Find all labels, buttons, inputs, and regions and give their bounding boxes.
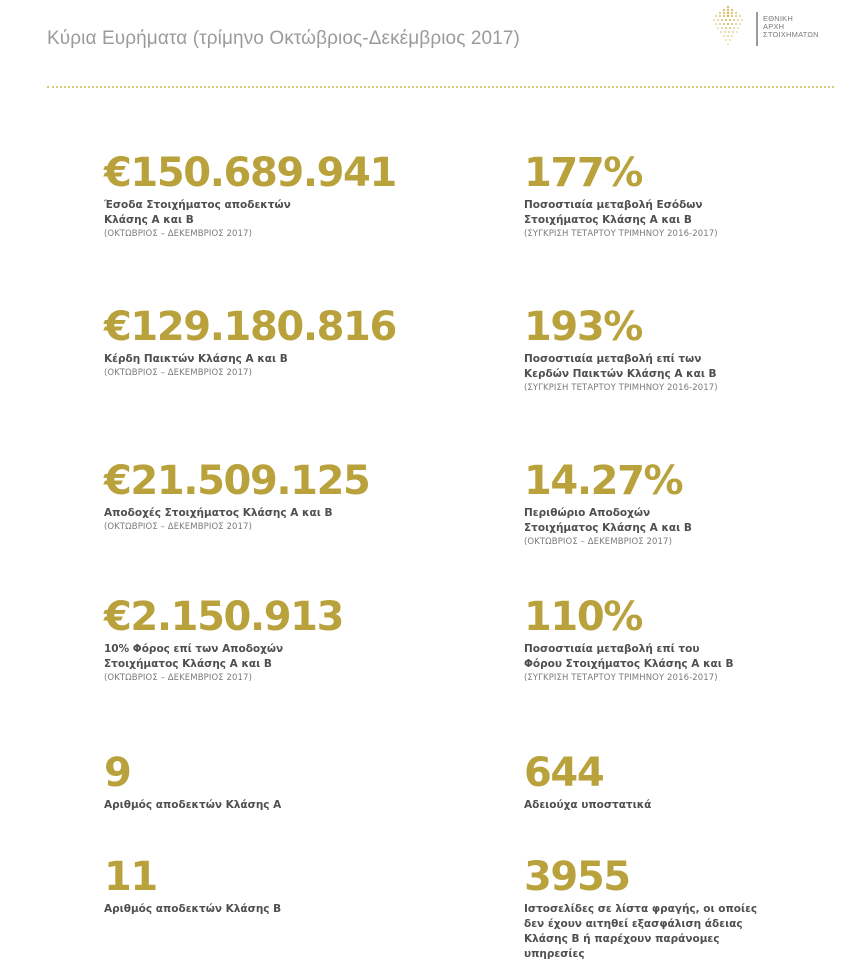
stat-value: €150.689.941	[104, 150, 396, 196]
stat-betting-revenue	[104, 152, 424, 241]
stat-note: (ΟΚΤΩΒΡΙΟΣ – ΔΕΚΕΜΒΡΙΟΣ 2017)	[104, 522, 252, 532]
stat-label: Περιθώριο Αποδοχών Στοιχήματος Κλάσης Α και Β	[524, 507, 692, 534]
stat-label: Αριθμός αποδεκτών Κλάσης Β	[104, 903, 282, 915]
stat-value: 644	[524, 750, 604, 796]
stat-value: 110%	[524, 594, 642, 640]
stat-label: Ποσοστιαία μεταβολή επί των Κερδών Παικτών Κλάσης Α και Β	[524, 353, 717, 380]
stat-blocked-websites	[524, 856, 844, 962]
stat-note: (ΟΚΤΩΒΡΙΟΣ – ΔΕΚΕΜΒΡΙΟΣ 2017)	[524, 537, 672, 547]
stat-value: €129.180.816	[104, 304, 396, 350]
stat-note: (ΣΥΓΚΡΙΣΗ ΤΕΤΑΡΤΟΥ ΤΡΙΜΗΝΟΥ 2016-2017)	[524, 383, 718, 393]
logo-divider	[756, 12, 758, 46]
stat-value: 177%	[524, 150, 642, 196]
stat-tax-change	[524, 596, 844, 685]
stat-label: Κέρδη Παικτών Κλάσης Α και Β	[104, 353, 288, 365]
logo-text	[763, 15, 819, 39]
stat-label: Ποσοστιαία μεταβολή Εσόδων Στοιχήματος Κλάσης Α και Β	[524, 199, 703, 226]
stat-label: Αριθμός αποδεκτών Κλάσης Α	[104, 799, 282, 811]
stat-note: (ΟΚΤΩΒΡΙΟΣ – ΔΕΚΕΜΒΡΙΟΣ 2017)	[104, 368, 252, 378]
stat-betting-proceeds	[104, 460, 424, 534]
stat-label: Αδειούχα υποστατικά	[524, 799, 652, 811]
stat-class-b-operators	[104, 856, 424, 917]
logo	[708, 4, 838, 48]
logo-line-2: ΑΡΧΗ	[763, 22, 785, 31]
stat-class-a-operators	[104, 752, 424, 813]
stat-revenue-change	[524, 152, 844, 241]
stat-winnings-change	[524, 306, 844, 395]
stat-value: 3955	[524, 854, 630, 900]
stat-note: (ΟΚΤΩΒΡΙΟΣ – ΔΕΚΕΜΒΡΙΟΣ 2017)	[104, 673, 252, 683]
stat-note: (ΟΚΤΩΒΡΙΟΣ – ΔΕΚΕΜΒΡΙΟΣ 2017)	[104, 229, 252, 239]
stat-value: 193%	[524, 304, 642, 350]
stat-value: 14.27%	[524, 458, 683, 504]
stat-tax	[104, 596, 424, 685]
stat-label: Ιστοσελίδες σε λίστα φραγής, οι οποίες δεν έχουν αιτηθεί εξασφάλιση άδειας Κλάσης Β ή παρέχουν παράνομες υπηρεσίες	[524, 903, 758, 960]
logo-line-1: ΕΘΝΙΚΗ	[763, 14, 793, 23]
stat-label: Ποσοστιαία μεταβολή επί του Φόρου Στοιχήματος Κλάσης Α και Β	[524, 643, 734, 670]
stat-value: €21.509.125	[104, 458, 370, 504]
stat-player-winnings	[104, 306, 424, 380]
stat-label: 10% Φόρος επί των Αποδοχών Στοιχήματος Κλάσης Α και Β	[104, 643, 284, 670]
page-title: Κύρια Ευρήματα (τρίμηνο Οκτώβριος-Δεκέμβριος 2017)	[47, 28, 520, 49]
stat-note: (ΣΥΓΚΡΙΣΗ ΤΕΤΑΡΤΟΥ ΤΡΙΜΗΝΟΥ 2016-2017)	[524, 229, 718, 239]
stat-note: (ΣΥΓΚΡΙΣΗ ΤΕΤΑΡΤΟΥ ΤΡΙΜΗΝΟΥ 2016-2017)	[524, 673, 718, 683]
stat-licensed-premises	[524, 752, 844, 813]
stat-label: Αποδοχές Στοιχήματος Κλάσης Α και Β	[104, 507, 333, 519]
dotted-divider	[47, 86, 834, 88]
stat-label: Έσοδα Στοιχήματος αποδεκτών Κλάσης Α και Β	[104, 199, 291, 226]
logo-line-3: ΣΤΟΙΧΗΜΑΤΩΝ	[763, 30, 819, 39]
stat-value: 9	[104, 750, 131, 796]
stat-proceeds-margin	[524, 460, 844, 549]
stat-value: €2.150.913	[104, 594, 344, 640]
logo-emblem-icon	[708, 4, 752, 48]
stat-value: 11	[104, 854, 157, 900]
